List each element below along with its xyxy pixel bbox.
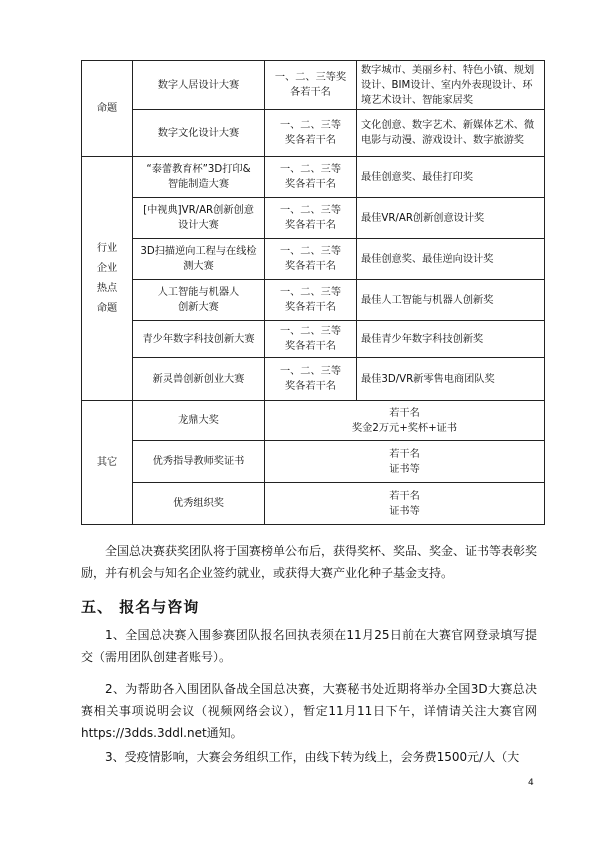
table-row [82, 401, 545, 441]
registration-item: 1、全国总决赛入围参赛团队报名回执表须在11月25日前在大赛官网登录填写提交（需用团队创建者账号）。 [81, 628, 537, 664]
competition-name-cell: [中视典]VR/AR创新创意 设计大赛 [133, 198, 265, 239]
award-detail-cell: 文化创意、数字艺术、新媒体艺术、微电影与动漫、游戏设计、数字旅游奖 [357, 110, 545, 157]
competition-name-cell: 数字文化设计大赛 [133, 110, 265, 157]
awards-table [81, 60, 545, 525]
award-detail-cell: 最佳人工智能与机器人创新奖 [357, 280, 545, 321]
award-level-cell: 一、二、三等 奖各若干名 [265, 280, 357, 321]
award-level-cell: 一、二、三等奖 各若干名 [265, 61, 357, 110]
award-merged-cell: 若干名 证书等 [265, 441, 545, 483]
briefing-item: 2、为帮助各入围团队备战全国总决赛，大赛秘书处近期将举办全国3D大赛总决赛相关事项说明会议（视频网络会议），暂定11月11日下午，详情请关注大赛官网https://3dds.3ddl.net通知。 [81, 682, 537, 740]
competition-name-cell: “泰蕾教育杯”3D打印& 智能制造大赛 [133, 157, 265, 198]
award-merged-cell: 若干名 奖金2万元+奖杯+证书 [265, 401, 545, 441]
table-row [82, 157, 545, 198]
table-row [82, 239, 545, 280]
fee-item: 3、受疫情影响，大赛会务组织工作，由线下转为线上，会务费1500元/人（大 [105, 750, 520, 764]
table-row [82, 280, 545, 321]
award-merged-cell: 若干名 证书等 [265, 483, 545, 525]
table-row [82, 110, 545, 157]
category-cell: 其它 [82, 401, 133, 525]
table-row [82, 321, 545, 358]
category-cell: 行业 企业 热点 命题 [82, 157, 133, 401]
table-row [82, 61, 545, 110]
competition-name-cell: 青少年数字科技创新大赛 [133, 321, 265, 358]
award-detail-cell: 最佳创意奖、最佳打印奖 [357, 157, 545, 198]
competition-name-cell: 龙鼎大奖 [133, 401, 265, 441]
award-level-cell: 一、二、三等 奖各若干名 [265, 239, 357, 280]
table-row [82, 483, 545, 525]
award-detail-cell: 最佳3D/VR新零售电商团队奖 [357, 358, 545, 401]
page-number: 4 [528, 778, 534, 788]
award-detail-cell: 最佳创意奖、最佳逆向设计奖 [357, 239, 545, 280]
award-level-cell: 一、二、三等 奖各若干名 [265, 358, 357, 401]
award-level-cell: 一、二、三等 奖各若干名 [265, 157, 357, 198]
competition-name-cell: 优秀组织奖 [133, 483, 265, 525]
section-heading: 五、 报名与咨询 [81, 598, 200, 616]
award-level-cell: 一、二、三等 奖各若干名 [265, 198, 357, 239]
award-detail-cell: 最佳VR/AR创新创意设计奖 [357, 198, 545, 239]
table-row [82, 358, 545, 401]
category-cell: 命题 [82, 61, 133, 157]
competition-name-cell: 优秀指导教师奖证书 [133, 441, 265, 483]
competition-name-cell: 数字人居设计大赛 [133, 61, 265, 110]
award-paragraph: 全国总决赛获奖团队将于国赛榜单公布后，获得奖杯、奖品、奖金、证书等表彰奖励，并有机会与知名企业签约就业，或获得大赛产业化种子基金支持。 [81, 544, 538, 580]
award-detail-cell: 数字城市、美丽乡村、特色小镇、规划设计、BIM设计、室内外表现设计、环境艺术设计、智能家居奖 [357, 61, 545, 110]
table-row [82, 441, 545, 483]
table-row [82, 198, 545, 239]
award-level-cell: 一、二、三等 奖各若干名 [265, 321, 357, 358]
competition-name-cell: 3D扫描逆向工程与在线检 测大赛 [133, 239, 265, 280]
competition-name-cell: 人工智能与机器人 创新大赛 [133, 280, 265, 321]
award-level-cell: 一、二、三等 奖各若干名 [265, 110, 357, 157]
award-detail-cell: 最佳青少年数字科技创新奖 [357, 321, 545, 358]
competition-name-cell: 新灵兽创新创业大赛 [133, 358, 265, 401]
